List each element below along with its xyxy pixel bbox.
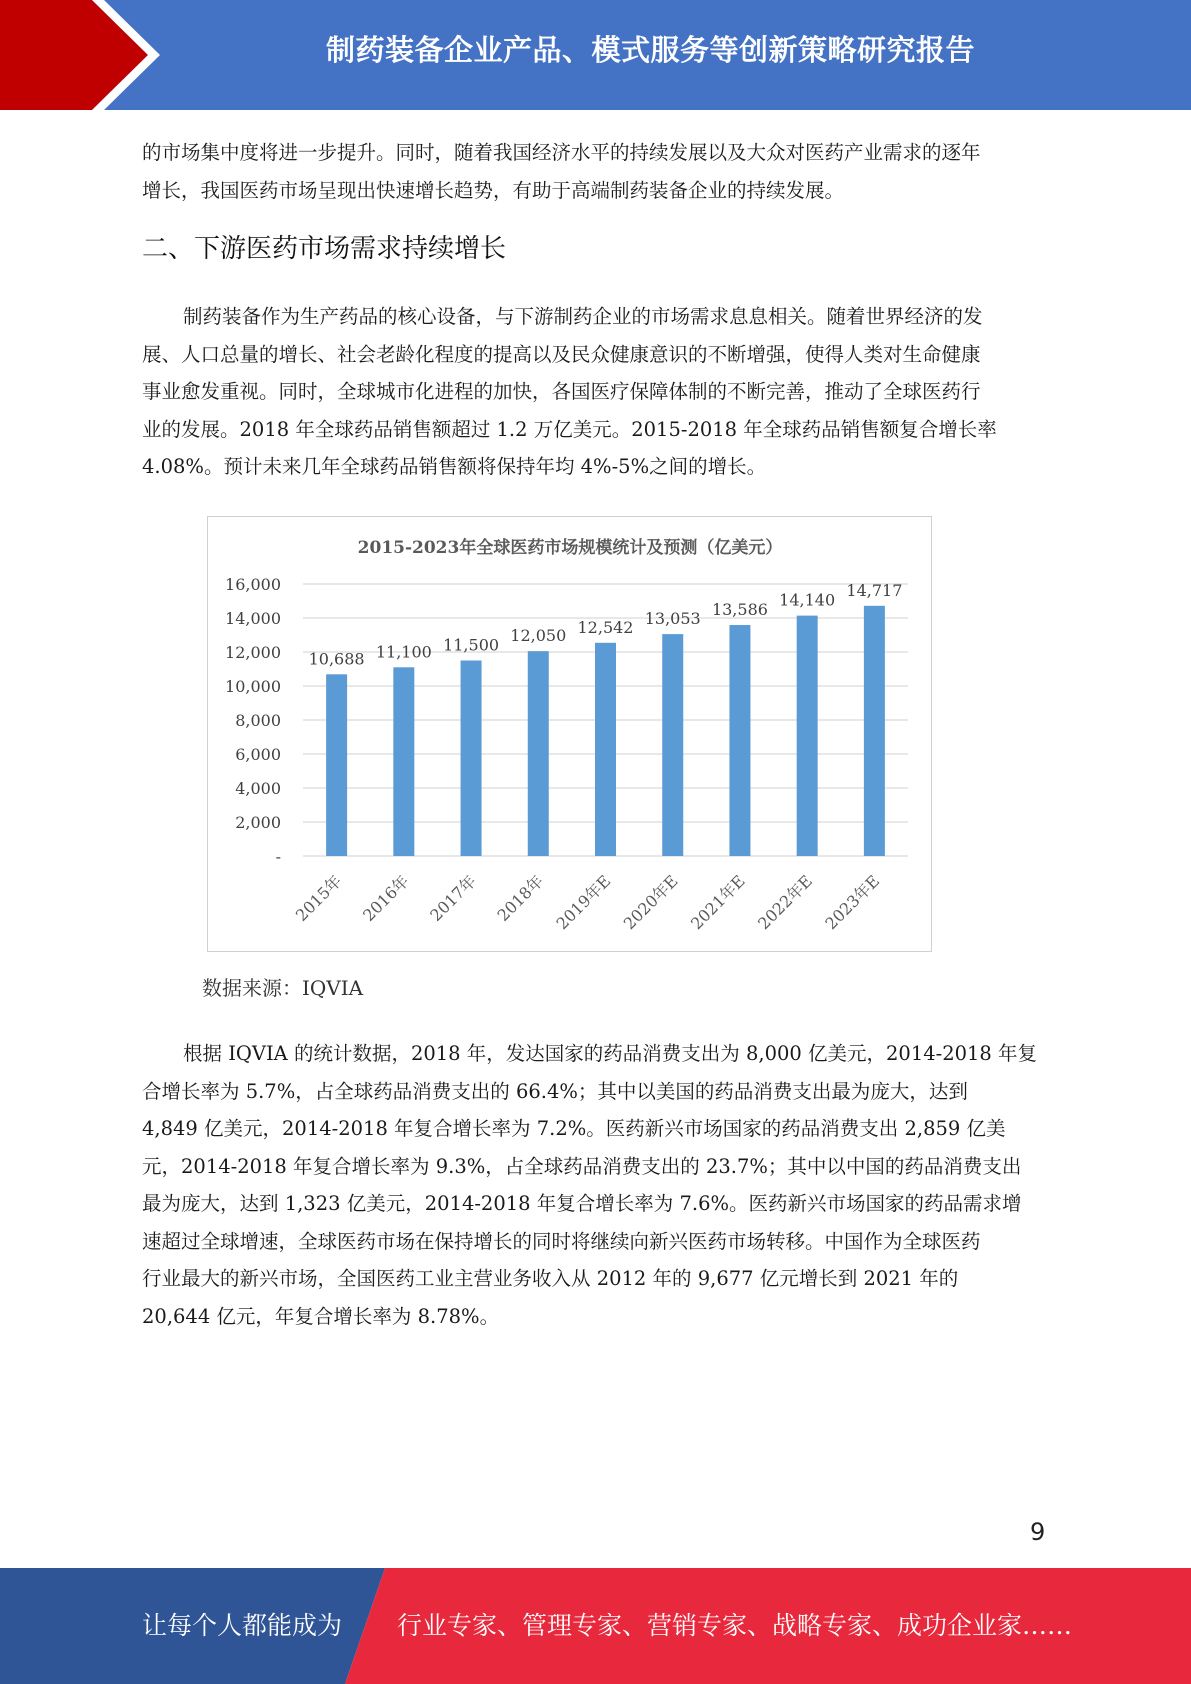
body-paragraph-1 [142,298,1046,486]
bar [729,625,750,856]
text-line: 元，2014-2018 年复合增长率为 9.3%，占全球药品消费支出的 23.7%；其中以中国的药品消费支出 [142,1154,1022,1178]
section-heading: 二、下游医药市场需求持续增长 [142,234,507,264]
data-label: 13,053 [644,609,701,629]
bar [595,643,616,856]
y-tick-label: 6,000 [235,745,281,764]
bar [662,634,683,856]
y-tick-label: 14,000 [225,609,281,628]
data-label: 14,140 [779,590,836,610]
data-label: 11,500 [443,635,500,655]
text-line: 事业愈发重视。同时，全球城市化进程的加快，各国医疗保障体制的不断完善，推动了全球医药行 [142,380,981,403]
x-tick-label: 2023年E [821,871,884,934]
bar [528,651,549,856]
text-line: 的市场集中度将进一步提升。同时，随着我国经济水平的持续发展以及大众对医药产业需求的逐年 [142,141,981,164]
y-tick-label: 12,000 [225,643,281,662]
data-label: 12,050 [510,626,567,646]
bar [326,674,347,856]
footer-slogan-right: 行业专家、管理专家、营销专家、战略专家、成功企业家…… [397,1611,1073,1640]
text-line: 20,644 亿元，年复合增长率为 8.78%。 [142,1304,500,1328]
x-tick-label: 2016年 [359,871,413,925]
y-tick-label: 10,000 [225,677,281,696]
x-tick-label: 2015年 [291,871,346,925]
report-title: 制药装备企业产品、模式服务等创新策略研究报告 [325,33,975,67]
y-tick-label: - [275,847,281,866]
text-line: 展、人口总量的增长、社会老龄化程度的提高以及民众健康意识的不断增强，使得人类对生命健康 [142,342,981,366]
text-line: 根据 IQVIA 的统计数据，2018 年，发达国家的药品消费支出为 8,000 亿美元，2014-2018 年复 [183,1042,1038,1065]
bar-chart-svg [208,517,933,953]
text-line: 4,849 亿美元，2014-2018 年复合增长率为 7.2%。医药新兴市场国家的药品消费支出 2,859 亿美 [142,1117,1006,1140]
data-label: 12,542 [577,617,634,637]
x-tick-label: 2019年E [552,871,615,934]
page-footer-banner [0,1568,1191,1684]
page-header-banner [0,0,1191,110]
y-tick-label: 16,000 [225,575,281,594]
data-label: 11,100 [375,642,432,662]
bar [797,616,818,856]
bar [864,606,885,856]
text-line: 最为庞大，达到 1,323 亿美元，2014-2018 年复合增长率为 7.6%。医药新兴市场国家的药品需求增 [142,1192,1022,1215]
text-line: 速超过全球增速，全球医药市场在保持增长的同时将继续向新兴医药市场转移。中国作为全球医药 [142,1229,981,1253]
text-line: 合增长率为 5.7%，占全球药品消费支出的 66.4%；其中以美国的药品消费支出最为庞大，达到 [142,1079,968,1103]
intro-paragraph [142,134,1046,209]
data-label: 13,586 [711,600,768,620]
y-tick-label: 8,000 [235,711,281,730]
y-tick-label: 2,000 [235,813,281,832]
market-size-chart [207,516,932,952]
x-tick-label: 2021年E [686,871,749,934]
bar [461,661,482,857]
chart-title: 2015-2023年全球医药市场规模统计及预测（亿美元） [357,538,783,558]
body-paragraph-2 [142,1035,1046,1335]
footer-slogan-left: 让每个人都能成为 [142,1611,343,1640]
x-tick-label: 2018年 [493,871,548,925]
header-red-arrow [0,0,160,110]
bar [393,667,414,856]
text-line: 业的发展。2018 年全球药品销售额超过 1.2 万亿美元。2015-2018 年全球药品销售额复合增长率 [142,417,997,441]
x-tick-label: 2017年 [426,871,480,925]
data-label: 14,717 [846,580,903,600]
page-number: 9 [1030,1518,1046,1546]
text-line: 行业最大的新兴市场，全国医药工业主营业务收入从 2012 年的 9,677 亿元增长到 2021 年的 [142,1267,959,1290]
data-label: 10,688 [308,649,365,669]
text-line: 增长，我国医药市场呈现出快速增长趋势，有助于高端制药装备企业的持续发展。 [142,178,845,202]
data-source-note: 数据来源：IQVIA [202,976,364,1000]
x-tick-label: 2020年E [619,871,682,934]
x-tick-label: 2022年E [754,871,816,934]
y-tick-label: 4,000 [235,779,281,798]
text-line: 制药装备作为生产药品的核心设备，与下游制药企业的市场需求息息相关。随着世界经济的发 [183,305,983,328]
text-line: 4.08%。预计未来几年全球药品销售额将保持年均 4%-5%之间的增长。 [142,455,767,478]
